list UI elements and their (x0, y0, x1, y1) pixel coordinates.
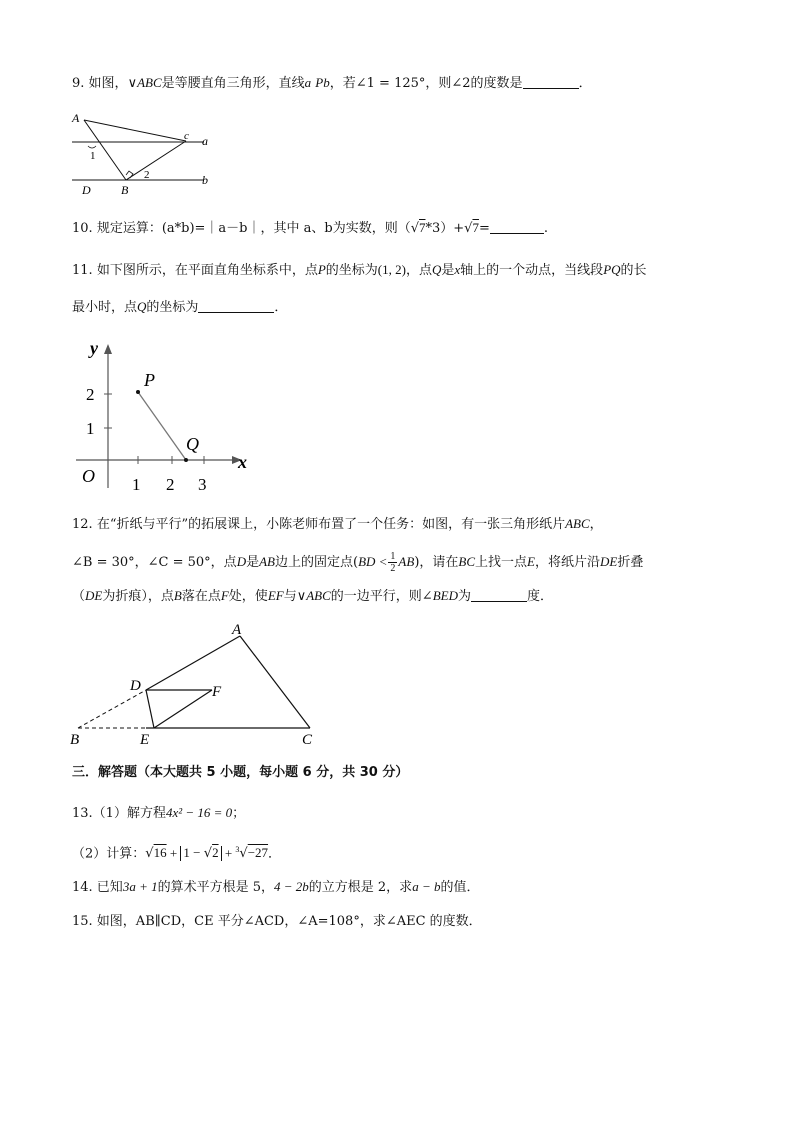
question-12-line-1: 12. 在“折纸与平行”的拓展课上，小陈老师布置了一个任务：如图，有一张三角形纸片ABC， (72, 516, 603, 532)
label-D: D (82, 183, 91, 197)
answer-blank-10 (490, 219, 544, 234)
section-3-heading: 三．解答题（本大题共 5 小题，每小题 6 分，共 30 分） (72, 765, 409, 780)
question-9-text: 9. 如图，∨ABC是等腰直角三角形，直线a Pb，若∠1 = 125°，则∠2的度数是 ． (72, 75, 592, 91)
axis-label-x: x (238, 452, 247, 472)
label-1: 1 (90, 150, 96, 162)
question-12-line-2: ∠B = 30°，∠C = 50°，点D是AB边上的固定点(BD < $\frac{1}{2}$ AB)，请在BC上找一点E，将纸片沿DE折叠 (72, 551, 644, 574)
question-13-part-2: （2）计算：√16 + 1 − √2 + $^3$√−27． (72, 845, 282, 862)
question-14-text: 14. 已知3a + 1的算术平方根是 5，4 − 2b的立方根是 2，求a − b的值． (72, 879, 480, 895)
vertex-F: F (212, 684, 222, 700)
label-a: a (202, 134, 208, 148)
point-label-P: P (144, 370, 155, 390)
vertex-C: C (302, 732, 313, 748)
vertex-D: D (130, 678, 141, 694)
answer-blank-9 (523, 74, 579, 89)
question-10-text: 10. 规定运算：(a*b)=｜a－b｜，其中 a、b为实数，则（√7*3）+√7= . (72, 220, 549, 236)
axis-label-y: y (90, 338, 98, 358)
question-15-text: 15. 如图，AB∥CD，CE 平分∠ACD，∠A=108°，求∠AEC 的度数． (72, 914, 482, 929)
answer-blank-11 (198, 298, 274, 313)
figure-q9 (66, 108, 226, 198)
question-12-line-3: （DE为折痕），点B落在点F处，使EF与∨ABC的一边平行，则∠BED为 度． (72, 588, 554, 604)
origin-label: O (82, 466, 95, 486)
x-tick-2: 2 (166, 475, 175, 494)
fraction-one-half: $\frac{1}{2}$ (390, 551, 396, 574)
cube-root-neg-27: √−27 (239, 845, 269, 862)
y-tick-1: 1 (86, 419, 95, 438)
vertex-E: E (140, 732, 150, 748)
label-b: b (202, 173, 208, 187)
label-B: B (121, 183, 129, 197)
vertex-B: B (70, 732, 80, 748)
x-tick-3: 3 (198, 475, 207, 494)
figure-q12-folded-triangle (66, 620, 336, 750)
vertex-A: A (232, 622, 242, 638)
question-11-line-1: 11. 如下图所示，在平面直角坐标系中，点P的坐标为(1, 2)，点Q是x轴上的一个动点，当线段PQ的长 (72, 262, 647, 278)
answer-blank-12 (471, 587, 527, 602)
label-2: 2 (144, 169, 150, 181)
label-c: c (184, 130, 189, 142)
figure-q11-coordinate-plane (72, 336, 262, 496)
sqrt-16: √16 (145, 845, 167, 862)
x-tick-1: 1 (132, 475, 141, 494)
absolute-value: 1 − √2 (180, 846, 221, 861)
y-tick-2: 2 (86, 385, 95, 404)
question-11-line-2: 最小时，点Q的坐标为 ． (72, 299, 288, 315)
point-label-Q: Q (186, 434, 199, 454)
sqrt-7-b: √7 (464, 220, 479, 236)
question-13-part-1: 13.（1）解方程4x² − 16 = 0； (72, 805, 246, 821)
sqrt-7-a: √7 (410, 220, 426, 236)
label-A: A (72, 111, 80, 125)
